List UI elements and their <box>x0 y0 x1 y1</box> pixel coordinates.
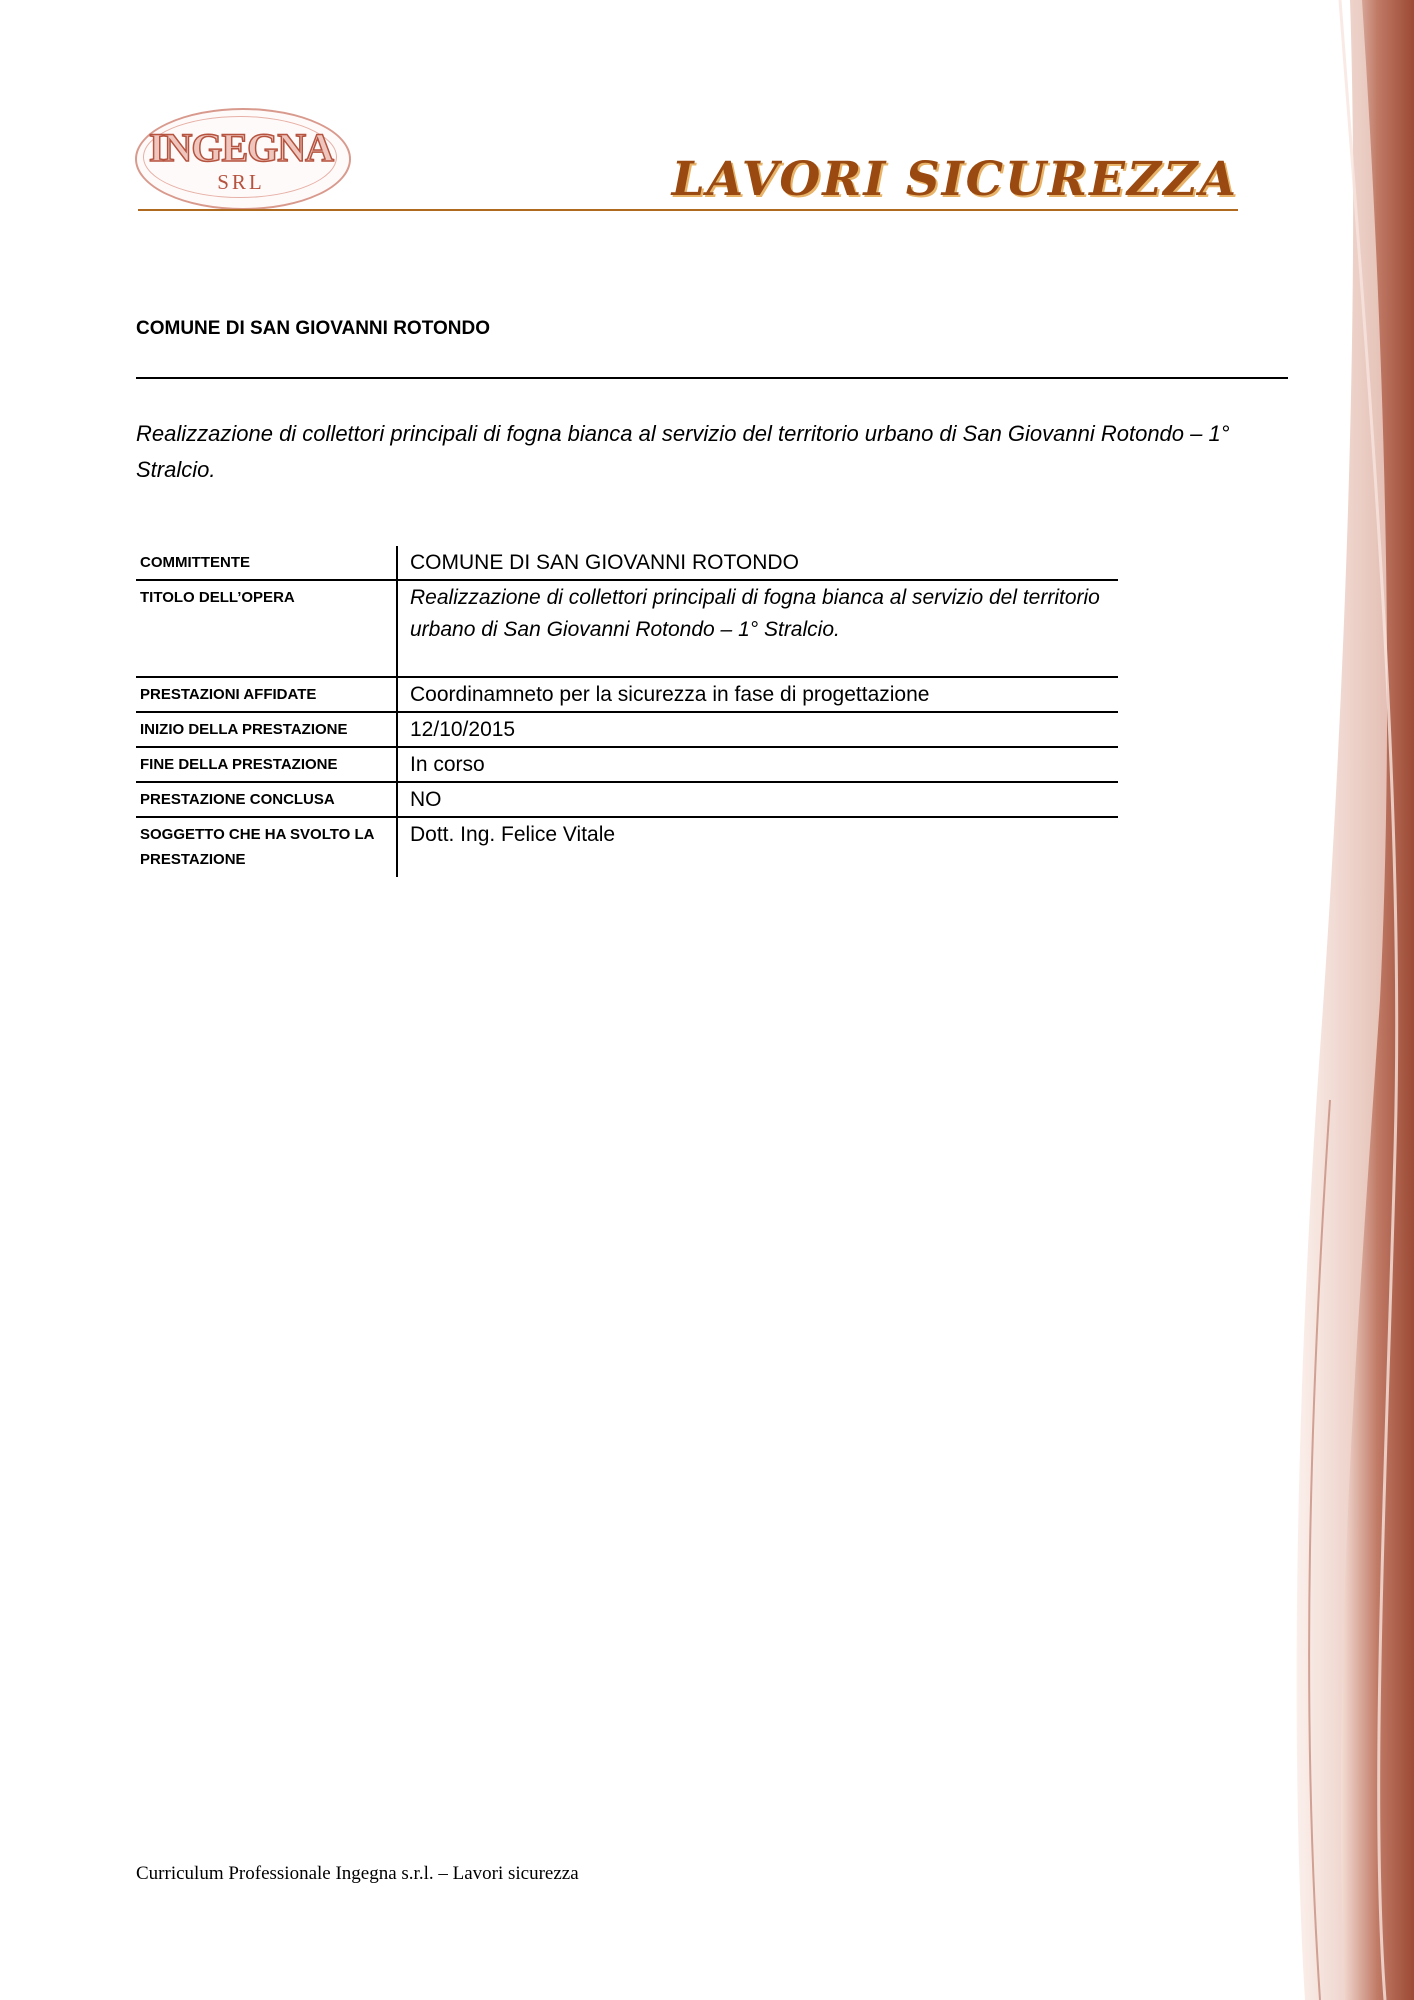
page-title: LAVORI SICUREZZA <box>671 152 1238 207</box>
label-prestazioni: PRESTAZIONI AFFIDATE <box>136 677 397 712</box>
value-conclusa: NO <box>397 782 1118 817</box>
section-divider <box>136 377 1288 379</box>
section-heading: COMUNE DI SAN GIOVANNI ROTONDO <box>136 318 490 339</box>
table-row <box>136 817 1118 877</box>
value-fine: In corso <box>397 747 1118 782</box>
value-inizio: 12/10/2015 <box>397 712 1118 747</box>
table-row <box>136 677 1118 712</box>
label-committente: COMMITTENTE <box>136 546 397 580</box>
label-fine: FINE DELLA PRESTAZIONE <box>136 747 397 782</box>
header-underline <box>138 209 1238 211</box>
company-logo <box>135 108 351 210</box>
label-inizio: INIZIO DELLA PRESTAZIONE <box>136 712 397 747</box>
table-row <box>136 580 1118 677</box>
label-soggetto: SOGGETTO CHE HA SVOLTO LA PRESTAZIONE <box>140 826 374 868</box>
value-soggetto: Dott. Ing. Felice Vitale <box>397 817 1118 877</box>
logo-main-text: INGEGNA <box>148 125 334 170</box>
project-description: Realizzazione di collettori principali di fogna bianca al servizio del territorio urbano di San Giovanni Rotondo – 1° Stralcio. <box>136 421 1230 482</box>
value-committente: COMUNE DI SAN GIOVANNI ROTONDO <box>397 546 1118 580</box>
label-conclusa: PRESTAZIONE CONCLUSA <box>136 782 397 817</box>
project-info-table <box>136 546 1118 877</box>
table-row <box>136 782 1118 817</box>
value-prestazioni: Coordinamneto per la sicurezza in fase di progettazione <box>397 677 1118 712</box>
table-row <box>136 712 1118 747</box>
value-titolo: Realizzazione di collettori principali di fogna bianca al servizio del territorio urbano di San Giovanni Rotondo – 1° Stralcio. <box>397 580 1118 677</box>
logo-sub-text: SRL <box>217 170 265 194</box>
page-footer: Curriculum Professionale Ingegna s.r.l. – Lavori sicurezza <box>136 1863 579 1884</box>
table-row <box>136 747 1118 782</box>
label-titolo: TITOLO DELL’OPERA <box>136 580 397 677</box>
table-row <box>136 546 1118 580</box>
